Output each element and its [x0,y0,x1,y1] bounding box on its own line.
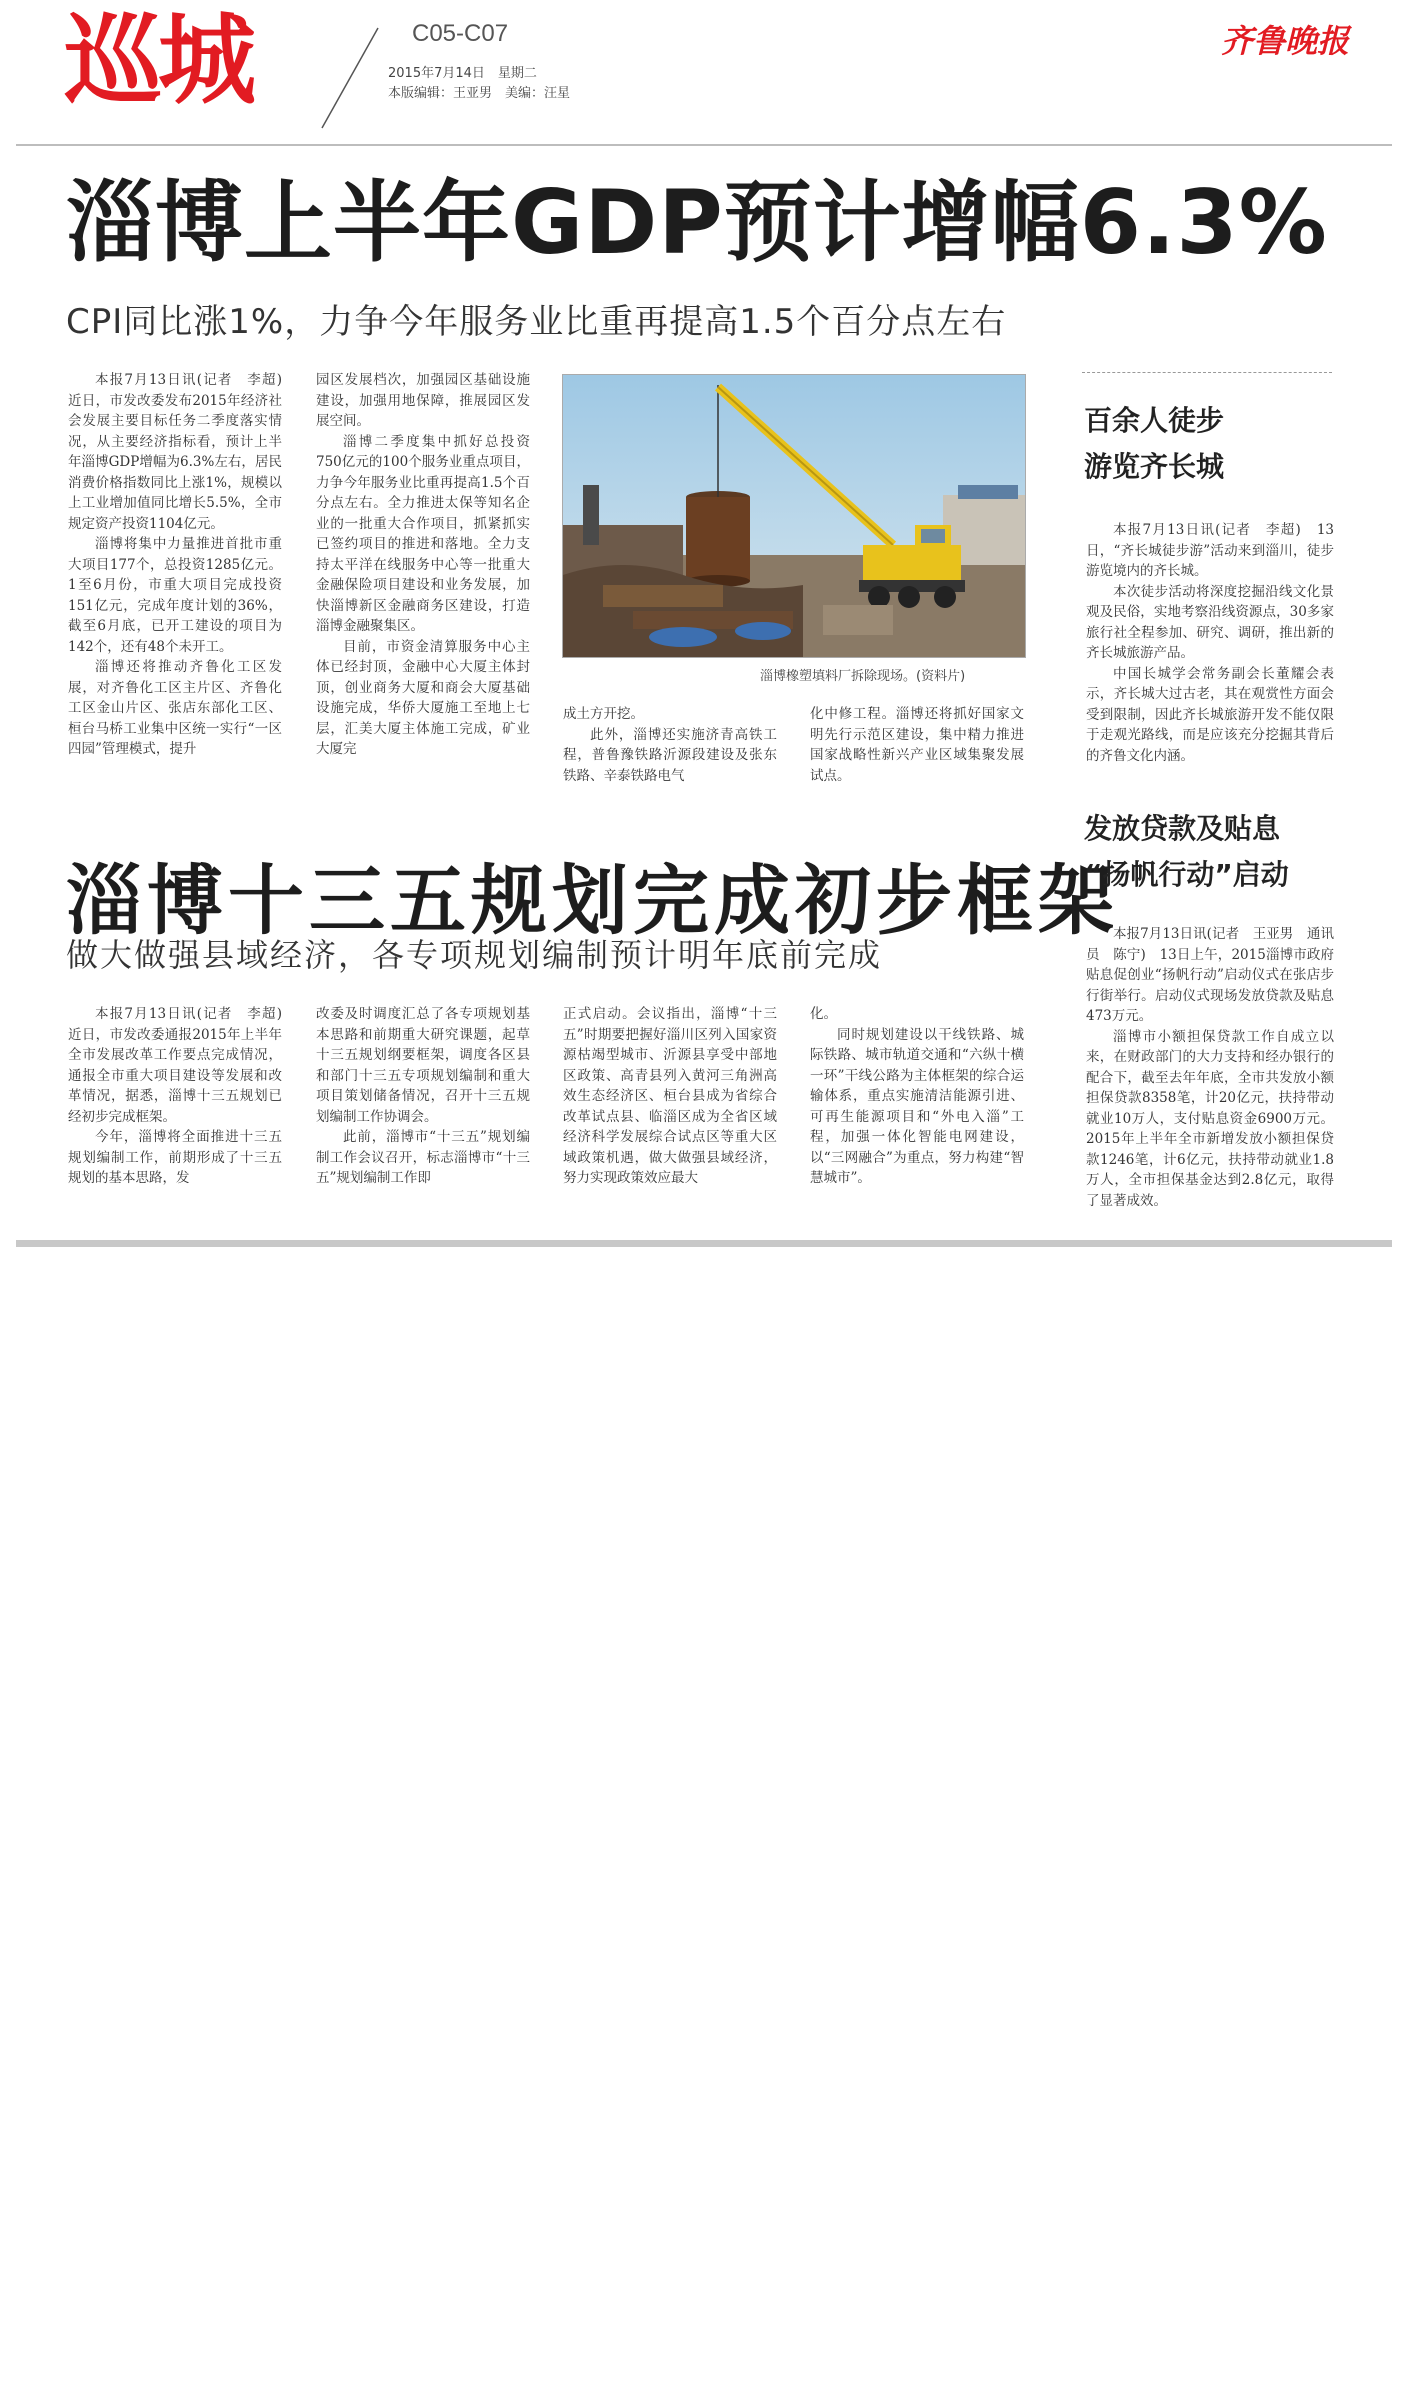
sidebar-divider [1082,372,1332,373]
paragraph: 本报7月13日讯(记者 李超) 近日，市发改委发布2015年经济社会发展主要目标任务二季度落实情况，从主要经济指标看，预计上半年淄博GDP增幅为6.3%左右，居民消费价格指数同比上涨1%，规模以上工业增加值同比增长5.5%，全市规定资产投资1104亿元。 [68,372,296,532]
story1-subhead: CPI同比涨1%，力争今年服务业比重再提高1.5个百分点左右 [66,302,1007,342]
paragraph: 化。 [810,1006,837,1022]
story2-column-2 [316,1004,530,1224]
story2-subhead: 做大做强县域经济，各专项规划编制预计明年底前完成 [66,936,883,974]
paragraph: 中国长城学会常务副会长董耀会表示，齐长城大过古老，其在观赏性方面会受到限制，因此齐长城旅游开发不能仅限于走观光路线，而是应该充分挖掘其背后的齐鲁文化内涵。 [1086,665,1334,764]
story1-headline: 淄博上半年GDP预计增幅6.3% [66,171,1328,274]
paragraph: 此外，淄博还实施济青高铁工程，普鲁豫铁路沂源段建设及张东铁路、辛泰铁路电气 [563,726,777,784]
issue-date: 2015年7月14日 星期二 [388,66,537,81]
story1-column-4 [810,704,1024,786]
paragraph: 本报7月13日讯(记者 李超) 13日，“齐长城徒步游”活动来到淄川，徒步游览境内的齐长城。 [1086,522,1334,579]
masthead-divider [320,28,380,128]
story2-column-3 [563,1004,777,1224]
newspaper-logo: 齐鲁晚报 [1220,22,1349,60]
page-bottom-rule [16,1240,1392,1247]
paragraph: 本次徒步活动将深度挖掘沿线文化景观及民俗，实地考察沿线资源点，30多家旅行社全程参加、研究、调研，推出新的齐长城旅游产品。 [1086,583,1334,661]
side2-title-line1: 发放贷款及贴息 [1084,812,1281,845]
section-title: 巡城 [64,4,253,118]
side1-title-line1: 百余人徒步 [1084,404,1225,437]
paragraph: 淄博二季度集中抓好总投资750亿元的100个服务业重点项目，力争今年服务业比重再提高1.5个百分点左右。全力推进太保等知名企业的一批重大合作项目，抓紧抓实已签约项目的推进和落地。全力支持太平洋在线服务中心等一批重大金融保险项目建设和业务发展，加快淄博新区金融商务区建设，打造淄博金融聚集区。 [316,433,530,634]
paragraph: 化中修工程。淄博还将抓好国家文明先行示范区建设，集中精力推进国家战略性新兴产业区域集聚发展试点。 [810,706,1024,784]
photo-caption: 淄博橡塑填料厂拆除现场。(资料片) [760,669,966,684]
story1-column-2 [316,370,530,784]
side2-title-line2: “扬帆行动”启动 [1084,858,1289,891]
paragraph: 目前，市资金清算服务中心主体已经封顶，金融中心大厦主体封顶，创业商务大厦和商会大厦基础设施完成，华侨大厦施工至地上七层，汇美大厦主体施工完成，矿业大厦完 [316,638,530,757]
paragraph: 此前，淄博市“十三五”规划编制工作会议召开，标志淄博市“十三五”规划编制工作即 [316,1129,530,1186]
paragraph: 今年，淄博将全面推进十三五规划编制工作，前期形成了十三五规划的基本思路，发 [68,1129,282,1186]
paragraph: 本报7月13日讯(记者 李超) 近日，市发改委通报2015年上半年全市发展改革工作要点完成情况，通报全市重大项目建设等发展和改革情况，据悉，淄博十三五规划已经初步完成框架。 [68,1006,296,1125]
story2-headline: 淄博十三五规划完成初步框架 [66,856,1119,945]
header-rule [16,144,1392,146]
story1-column-1 [68,370,296,784]
paragraph: 同时规划建设以干线铁路、城际铁路、城市轨道交通和“六纵十横一环”干线公路为主体框架的综合运输体系，重点实施清洁能源引进、可再生能源项目和“外电入淄”工程，加强一体化智能电网建设，以“三网融合”为重点，努力构建“智慧城市”。 [810,1026,1024,1186]
editors-line: 本版编辑：王亚男 美编：汪星 [388,86,571,101]
paragraph: 淄博还将推动齐鲁化工区发展，对齐鲁化工区主片区、齐鲁化工区金山片区、张店东部化工区、桓台马桥工业集中区统一实行“一区四园”管理模式，提升 [68,659,282,757]
paragraph: 本报7月13日讯(记者 王亚男 通讯员 陈宁) 13日上午，2015淄博市政府贴息促创业“扬帆行动”启动仪式在张店步行街举行。启动仪式现场发放贷款及贴息473万元。 [1086,926,1334,1024]
crane-demolition-image [563,375,1025,657]
paragraph: 正式启动。会议指出，淄博“十三五”时期要把握好淄川区列入国家资源枯竭型城市、沂源县享受中部地区政策、高青县列入黄河三角洲高效生态经济区、桓台县成为省综合改革试点县、临淄区成为全省区域经济科学发展综合试点区等重大区域政策机遇，做大做强县域经济，努力实现政策效应最大 [563,1006,777,1186]
story2-column-4 [810,1004,1024,1224]
paragraph: 改委及时调度汇总了各专项规划基本思路和前期重大研究课题，起草十三五规划纲要框架，调度各区县和部门十三五专项规划编制和重大项目策划储备情况，召开十三五规划编制工作协调会。 [316,1006,530,1125]
story2-column-1 [68,1004,296,1224]
paragraph: 园区发展档次，加强园区基础设施建设，加强用地保障，推展园区发展空间。 [316,372,530,429]
story1-column-3 [563,704,777,786]
side2-body [1086,924,1334,1220]
side1-body [1086,520,1334,780]
paragraph: 淄博将集中力量推进首批市重大项目177个，总投资1285亿元。1至6月份，市重大项目完成投资151亿元，完成年度计划的36%，截至6月底，已开工建设的项目为142个，还有48个未开工。 [68,536,282,655]
paragraph: 淄博市小额担保贷款工作自成立以来，在财政部门的大力支持和经办银行的配合下，截至去年年底，全市共发放小额担保贷款8358笔，计20亿元，扶持带动就业10万人，支付贴息资金6900万元。2015年上半年全市新增发放小额担保贷款1246笔，计6亿元，扶持带动就业1.8万人，全市担保基金达到2.8亿元，取得了显著成效。 [1086,1028,1334,1209]
page-range: C05-C07 [412,20,509,47]
side1-title-line2: 游览齐长城 [1084,450,1225,483]
paragraph: 成土方开挖。 [563,706,644,722]
news-photo [562,374,1026,658]
